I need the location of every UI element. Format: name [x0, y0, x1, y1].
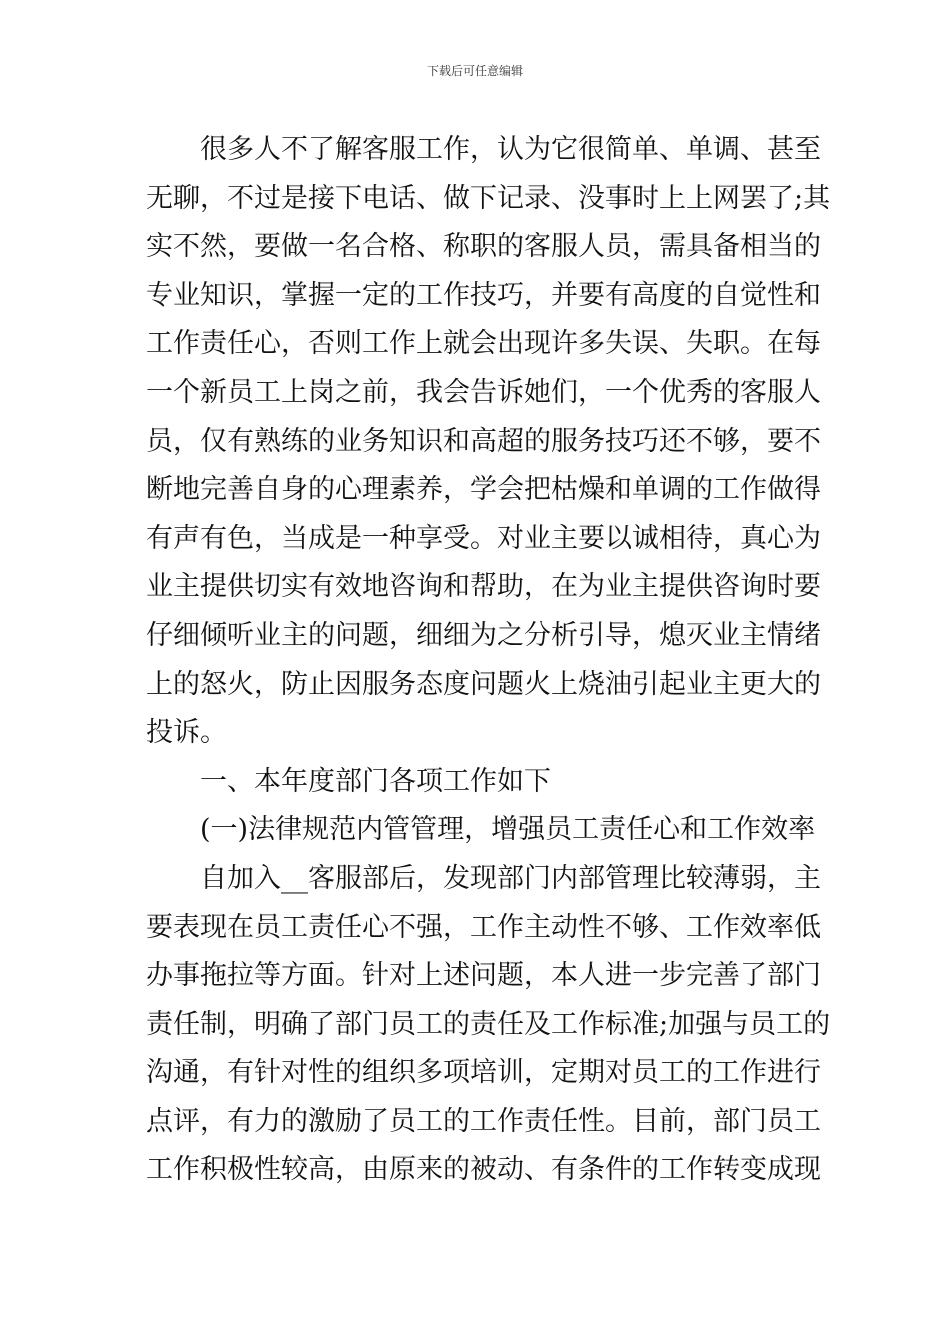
- text-line: 员，仅有熟练的业务知识和高超的服务技巧还不够，要不: [146, 425, 821, 457]
- text-line: 投诉。: [146, 717, 227, 749]
- text-line: 工作责任心，否则工作上就会出现许多失误、失职。在每: [146, 328, 821, 360]
- text-line: 上的怒火，防止因服务态度问题火上烧油引起业主更大的: [146, 668, 821, 700]
- section-heading: 一、本年度部门各项工作如下: [200, 765, 551, 797]
- text-line: 断地完善自身的心理素养，学会把枯燥和单调的工作做得: [146, 474, 821, 506]
- text-line: 办事拖拉等方面。针对上述问题，本人进一步完善了部门: [146, 960, 821, 992]
- text-line: 要表现在员工责任心不强，工作主动性不够、工作效率低: [146, 911, 821, 943]
- text-line: 业主提供切实有效地咨询和帮助，在为业主提供咨询时要: [146, 571, 821, 603]
- text-line: 工作积极性较高，由原来的被动、有条件的工作转变成现: [146, 1154, 821, 1186]
- text-line: 很多人不了解客服工作，认为它很简单、单调、甚至: [200, 134, 821, 165]
- text-line: 沟通，有针对性的组织多项培训，定期对员工的工作进行: [146, 1057, 821, 1089]
- subsection-heading: (一)法律规范内管管理，增强员工责任心和工作效率: [200, 814, 816, 846]
- text-line: 自加入__客服部后，发现部门内部管理比较薄弱，主: [200, 862, 821, 894]
- paragraph-intro: [146, 126, 831, 758]
- text-line: 有声有色，当成是一种享受。对业主要以诚相待，真心为: [146, 522, 821, 554]
- page-header: 下载后可任意编辑: [426, 64, 523, 78]
- paragraph-management: [146, 855, 831, 1195]
- text-line: 点评，有力的激励了员工的工作责任性。目前，部门员工: [146, 1105, 821, 1137]
- text-line: 专业知识，掌握一定的工作技巧，并要有高度的自觉性和: [146, 279, 821, 311]
- text-line: 一个新员工上岗之前，我会告诉她们，一个优秀的客服人: [146, 376, 821, 408]
- text-line: 仔细倾听业主的问题，细细为之分析引导，熄灭业主情绪: [146, 619, 821, 651]
- document-body: [146, 126, 831, 1195]
- text-line: 责任制，明确了部门员工的责任及工作标准;加强与员工的: [146, 1008, 831, 1040]
- text-line: 无聊，不过是接下电话、做下记录、没事时上上网罢了;其: [146, 182, 831, 214]
- text-line: 实不然，要做一名合格、称职的客服人员，需具备相当的: [146, 231, 821, 263]
